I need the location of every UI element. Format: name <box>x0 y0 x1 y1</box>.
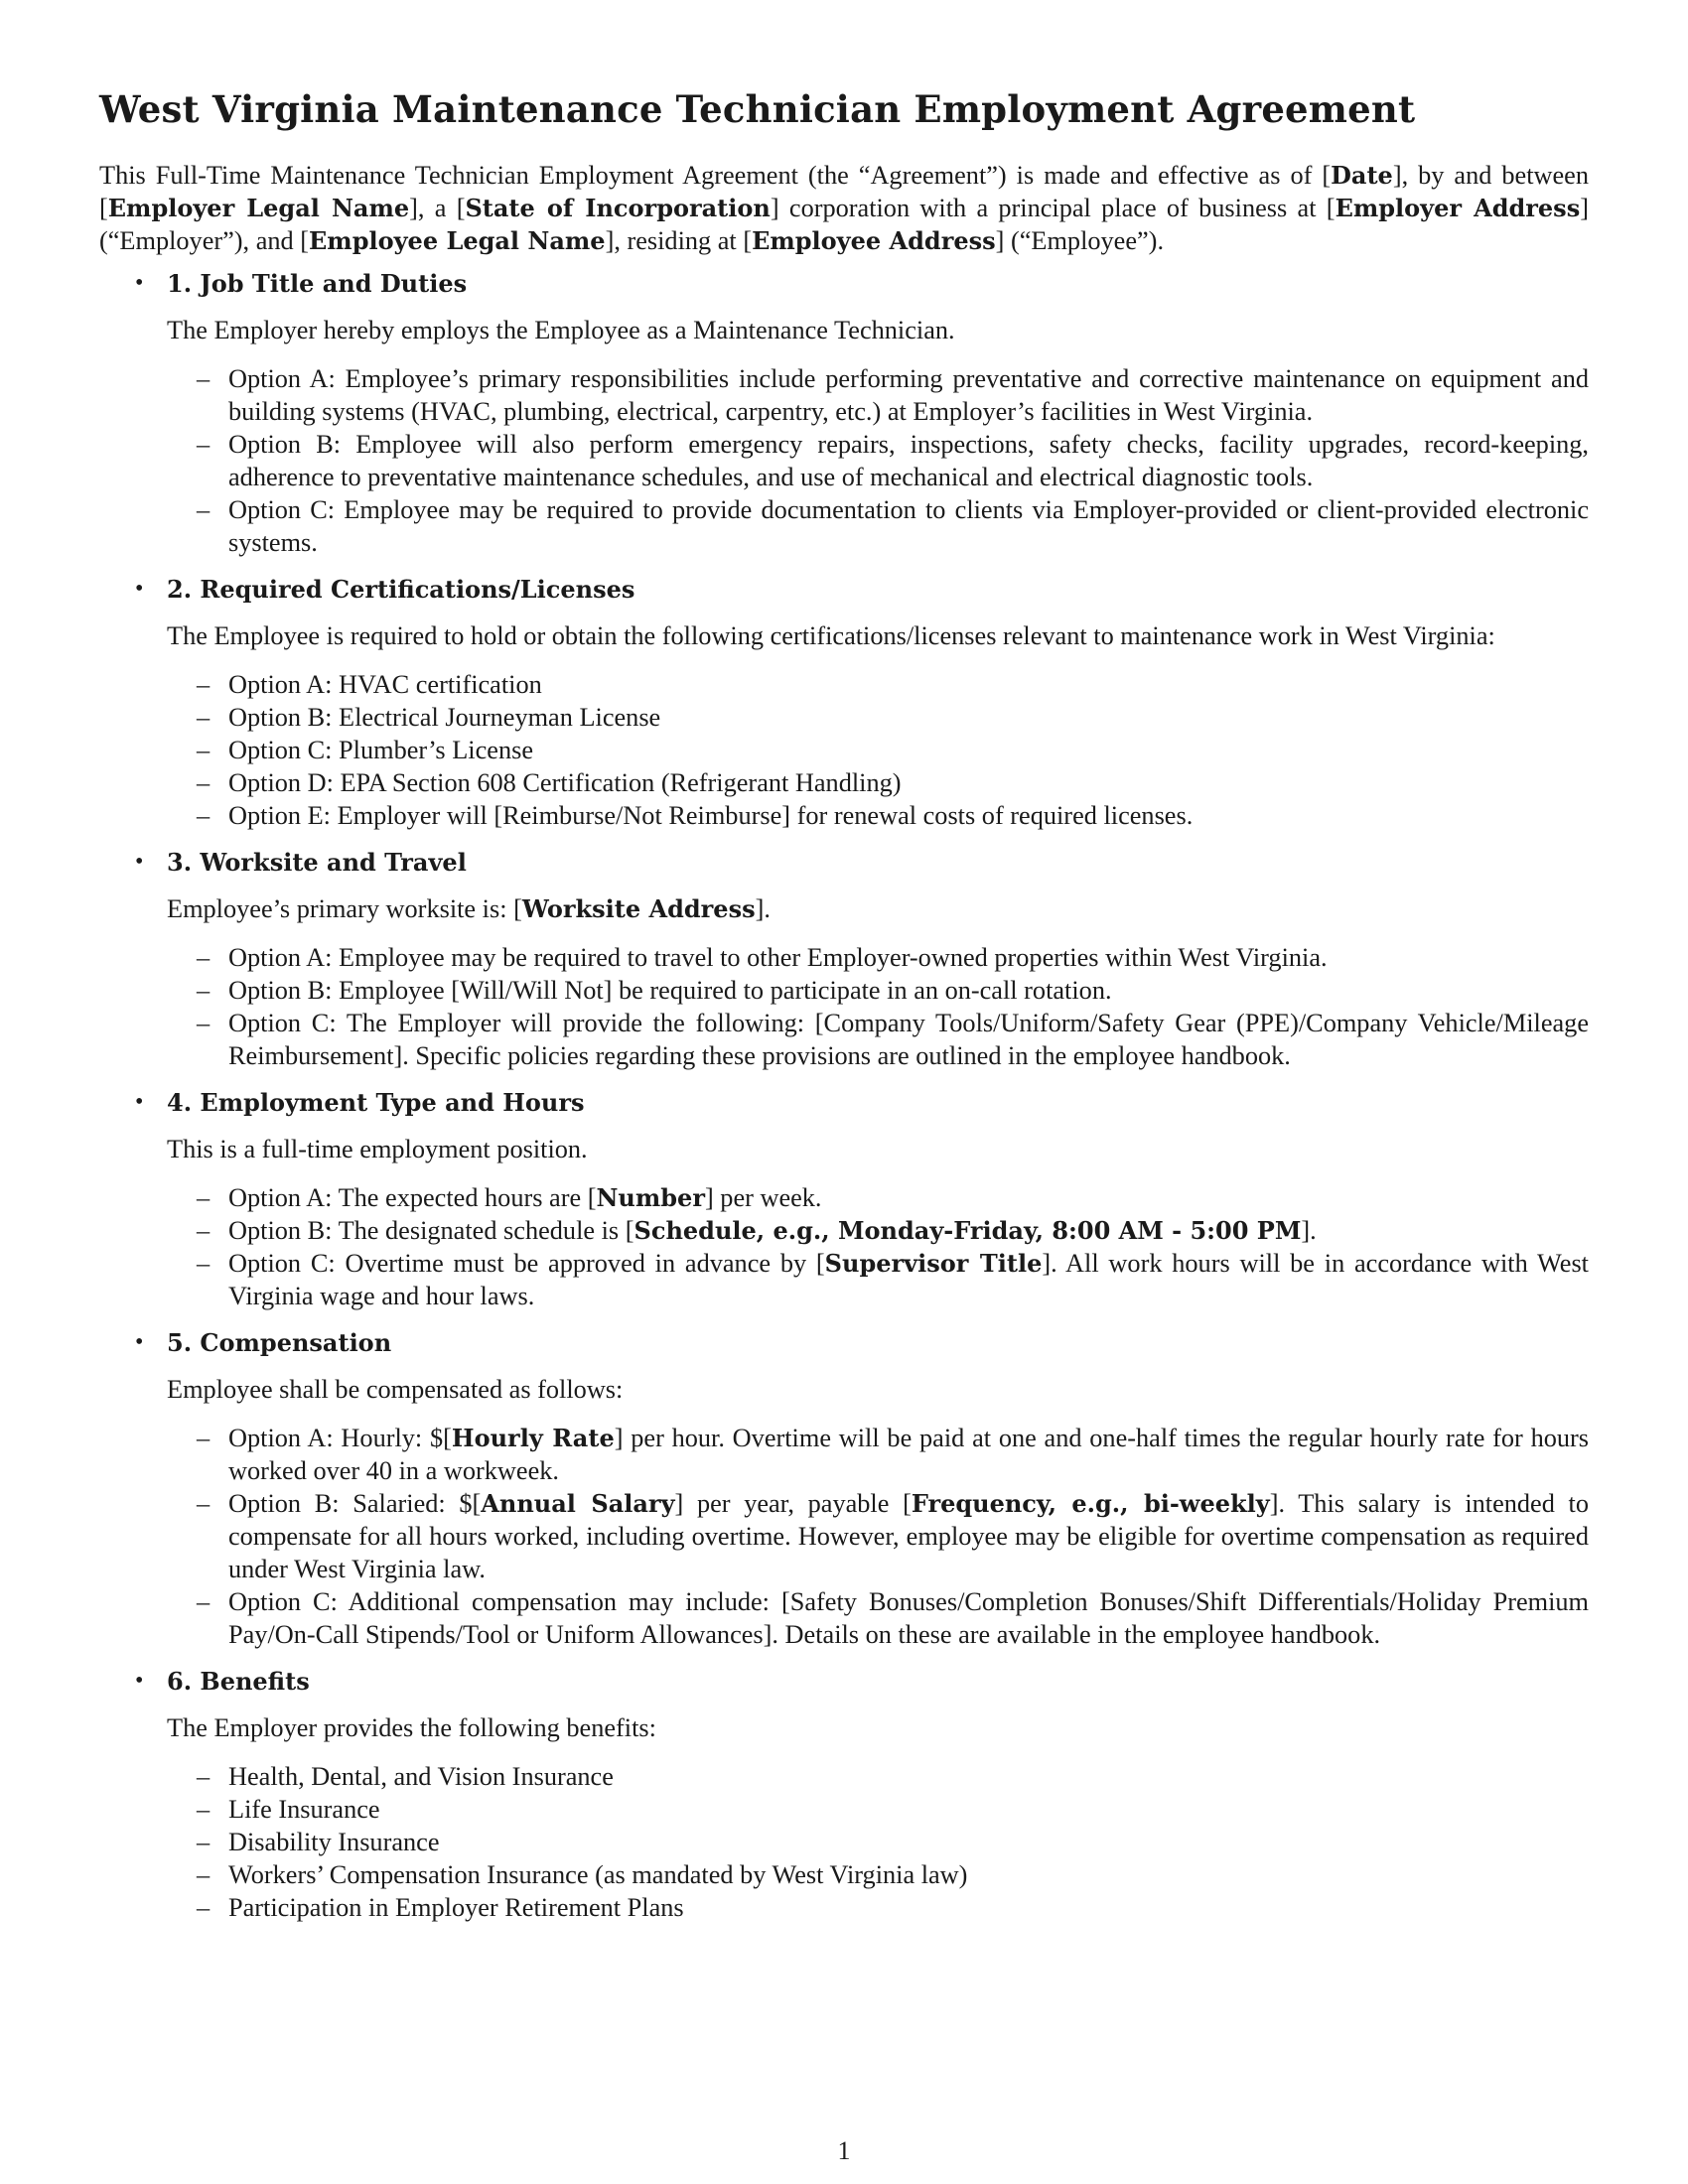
option-text: Option B: The designated schedule is [ <box>228 1216 634 1245</box>
option-item: – Option A: HVAC certification <box>167 668 1589 701</box>
intro-paragraph <box>99 159 1589 257</box>
benefit-item: – Participation in Employer Retirement Plans <box>167 1891 1589 1924</box>
option-item: – Option A: Employee’s primary responsibilities include performing preventative and corrective maintenance on equipment and building systems (HVAC, plumbing, electrical, carpentry, etc.) at Employer’s facilities in West Virginia. <box>167 362 1589 428</box>
option-text: Option C: Overtime must be approved in advance by [ <box>228 1249 825 1278</box>
body-text: ]. <box>755 894 771 923</box>
option-text: ]. All work hours will be in accordance with West Virginia wage and hour laws. <box>228 1249 1589 1310</box>
body-text: Employee’s primary worksite is: [ <box>167 894 522 923</box>
section-employment-type <box>99 1086 1589 1312</box>
option-list <box>167 941 1589 1072</box>
option-item <box>167 1247 1589 1312</box>
section-compensation <box>99 1326 1589 1651</box>
sections-list <box>99 267 1589 1924</box>
option-item: – Option E: Employer will [Reimburse/Not Reimburse] for renewal costs of required licenses. <box>167 799 1589 832</box>
option-text: Option B: Salaried: $[ <box>228 1489 482 1518</box>
document-page <box>99 87 1589 1938</box>
page-number: 1 <box>837 2136 851 2165</box>
option-item: – Option B: Employee will also perform emergency repairs, inspections, safety checks, facility upgrades, record-keeping, adherence to preventative maintenance schedules, and use of mechanical and electrical diagnostic tools. <box>167 428 1589 493</box>
option-text: Option A: Hourly: $[ <box>228 1424 452 1452</box>
option-item: – Option B: Employee [Will/Will Not] be required to participate in an on-call rotation. <box>167 974 1589 1007</box>
option-item <box>167 1422 1589 1487</box>
option-item: – Option C: Additional compensation may include: [Safety Bonuses/Completion Bonuses/Shift Differentials/Holiday Premium Pay/On-Call Stipends/Tool or Uniform Allowances]. Details on these are available in the employee handbook. <box>167 1585 1589 1651</box>
option-text: ]. <box>1301 1216 1317 1245</box>
benefit-item: – Health, Dental, and Vision Insurance <box>167 1760 1589 1793</box>
option-item: – Option D: EPA Section 608 Certification (Refrigerant Handling) <box>167 766 1589 799</box>
intro-text: ], by and between [ <box>99 161 1589 222</box>
number-placeholder: Number <box>596 1183 705 1212</box>
section-title: • 2. Required Certifications/Licenses <box>167 575 635 604</box>
option-list <box>167 362 1589 559</box>
option-text: ] per week. <box>704 1183 822 1212</box>
employer-name-placeholder: Employer Legal Name <box>107 194 410 222</box>
annual-salary-placeholder: Annual Salary <box>481 1489 675 1518</box>
section-body: The Employer hereby employs the Employee as a Maintenance Technician. <box>167 316 955 344</box>
employer-address-placeholder: Employer Address <box>1335 194 1581 222</box>
document-title: West Virginia Maintenance Technician Employment Agreement <box>99 87 1416 131</box>
option-list <box>167 1181 1589 1312</box>
option-item: – Option C: The Employer will provide the following: [Company Tools/Uniform/Safety Gear (PPE)/Company Vehicle/Mileage Reimbursement]. Specific policies regarding these provisions are outlined in the employee handbook. <box>167 1007 1589 1072</box>
section-worksite <box>99 846 1589 1072</box>
section-title: • 3. Worksite and Travel <box>167 848 467 877</box>
option-item: – Option C: Employee may be required to provide documentation to clients via Employer-provided or client-provided electronic systems. <box>167 493 1589 559</box>
intro-text: ] corporation with a principal place of business at [ <box>770 194 1336 222</box>
option-item: – Option C: Plumber’s License <box>167 734 1589 766</box>
employee-address-placeholder: Employee Address <box>752 226 996 255</box>
employee-name-placeholder: Employee Legal Name <box>309 226 606 255</box>
benefit-item: – Life Insurance <box>167 1793 1589 1826</box>
schedule-placeholder: Schedule, e.g., Monday-Friday, 8:00 AM - 5:00 PM <box>633 1216 1302 1245</box>
option-item <box>167 1487 1589 1585</box>
benefit-item: – Disability Insurance <box>167 1826 1589 1858</box>
section-title: • 5. Compensation <box>167 1328 392 1357</box>
section-body: Employee shall be compensated as follows: <box>167 1375 624 1404</box>
section-title: • 1. Job Title and Duties <box>167 269 468 298</box>
date-placeholder: Date <box>1331 161 1393 190</box>
option-text: ] per hour. Overtime will be paid at one and one-half times the regular hourly rate for hours worked over 40 in a workweek. <box>228 1424 1589 1485</box>
option-text: Option A: The expected hours are [ <box>228 1183 597 1212</box>
frequency-placeholder: Frequency, e.g., bi-weekly <box>911 1489 1270 1518</box>
option-list <box>167 1422 1589 1651</box>
intro-text: ], a [ <box>409 194 466 222</box>
option-item: – Option B: Electrical Journeyman License <box>167 701 1589 734</box>
benefit-item: – Workers’ Compensation Insurance (as mandated by West Virginia law) <box>167 1858 1589 1891</box>
benefit-list <box>167 1760 1589 1924</box>
option-list <box>167 668 1589 832</box>
supervisor-title-placeholder: Supervisor Title <box>824 1249 1043 1278</box>
option-text: ]. This salary is intended to compensate for all hours worked, including overtime. However, employee may be eligible for overtime compensation as required under West Virginia law. <box>228 1489 1589 1583</box>
section-title: • 6. Benefits <box>167 1667 310 1696</box>
section-body: The Employee is required to hold or obtain the following certifications/licenses relevant to maintenance work in West Virginia: <box>167 621 1495 650</box>
section-benefits <box>99 1665 1589 1924</box>
section-body <box>167 892 1589 925</box>
state-placeholder: State of Incorporation <box>465 194 771 222</box>
section-title: • 4. Employment Type and Hours <box>167 1088 585 1117</box>
intro-text: This Full-Time Maintenance Technician Employment Agreement (the “Agreement”) is made and effective as of [ <box>99 161 1332 190</box>
intro-text: ] (“Employer”), and [ <box>99 194 1589 255</box>
intro-text: ] (“Employee”). <box>995 226 1165 255</box>
intro-text: ], residing at [ <box>605 226 753 255</box>
section-body: This is a full-time employment position. <box>167 1135 588 1163</box>
option-text: ] per year, payable [ <box>674 1489 912 1518</box>
section-certifications <box>99 573 1589 832</box>
option-item <box>167 1214 1589 1247</box>
section-job-title <box>99 267 1589 559</box>
hourly-rate-placeholder: Hourly Rate <box>451 1424 615 1452</box>
section-body: The Employer provides the following benefits: <box>167 1713 656 1742</box>
option-item: – Option A: Employee may be required to travel to other Employer-owned properties within West Virginia. <box>167 941 1589 974</box>
worksite-address-placeholder: Worksite Address <box>521 894 756 923</box>
option-item <box>167 1181 1589 1214</box>
